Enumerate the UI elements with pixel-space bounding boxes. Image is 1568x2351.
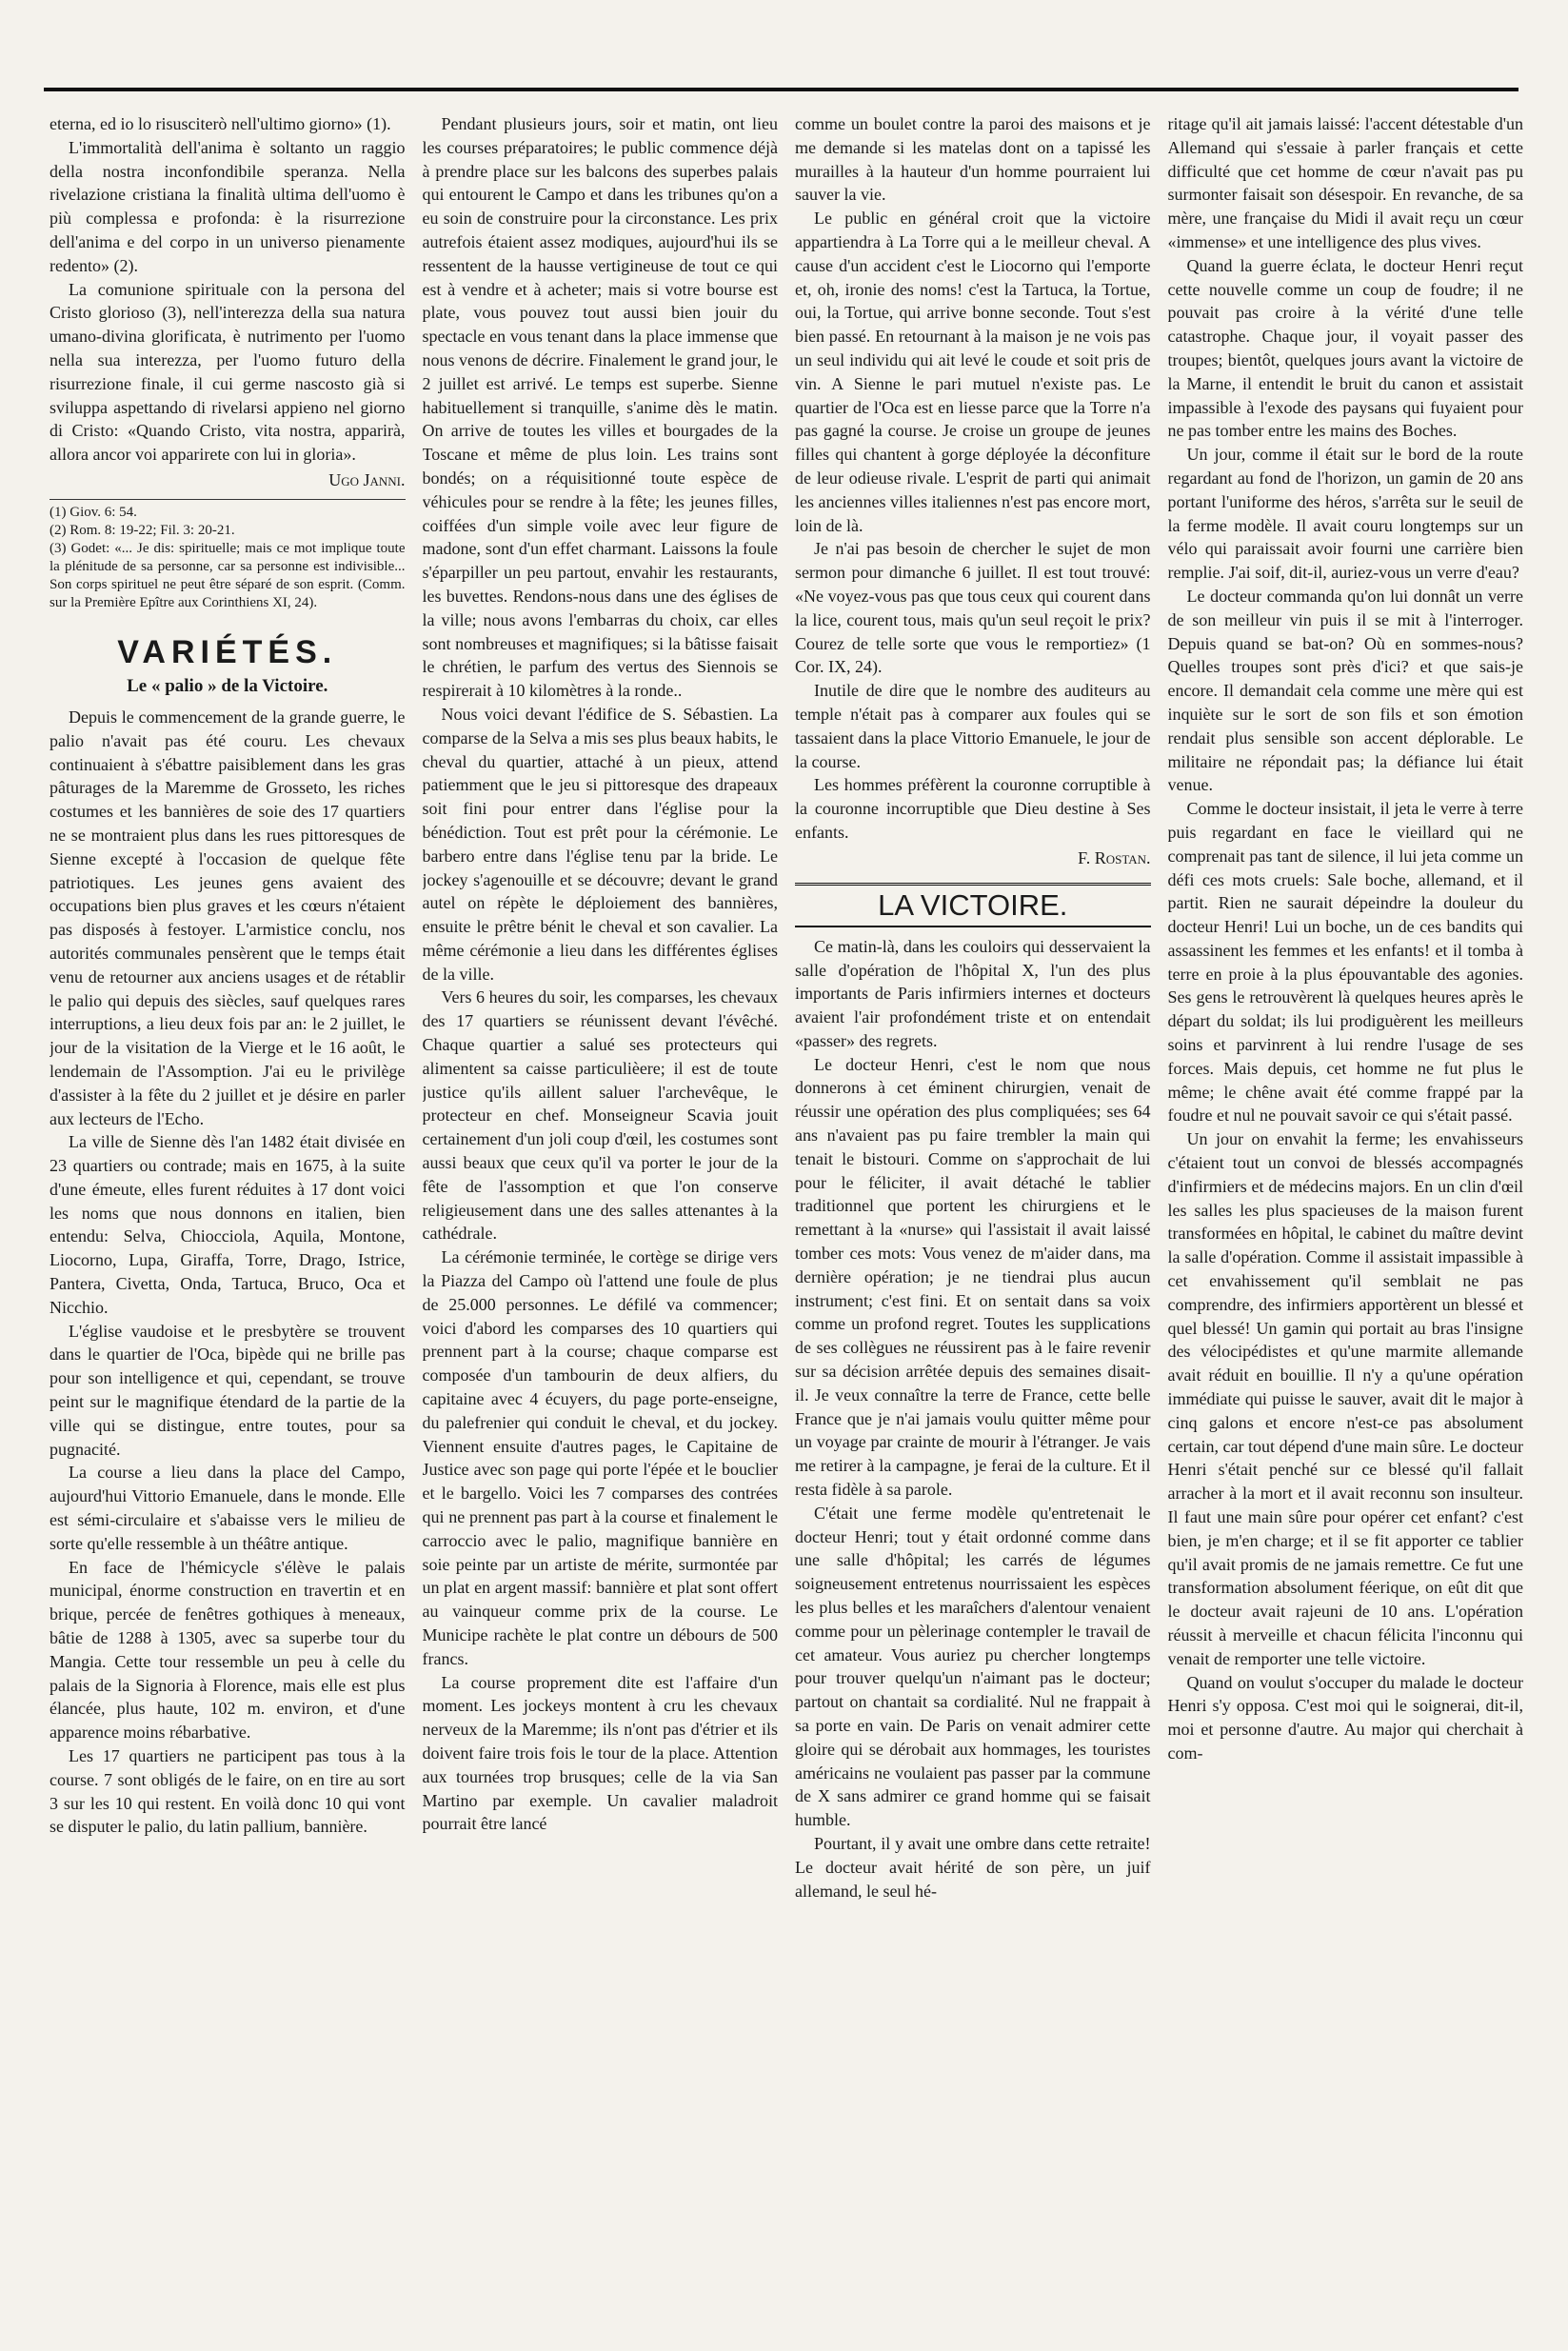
paragraph: Ce matin-là, dans les couloirs qui desservaient la salle d'opération de l'hôpital X, l'un des plus importants de Paris infirmiers internes et docteurs avaient l'air profondément triste et on entendait «passer» des regrets.	[795, 936, 1151, 1050]
paragraph: En face de l'hémicycle s'élève le palais municipal, énorme construction en travertin et en brique, percée de fenêtres gothiques à meneaux, bâtie de 1288 à 1305, avec sa superbe tour du Mangia. Cette tour ressemble un peu à celle du palais de la Signoria à Florence, mais elle est plus élancée, plus haute, 102 m. environ, et d'une apparence moins rébarbative.	[50, 1557, 406, 1743]
paragraph: Le docteur Henri, c'est le nom que nous donnerons à cet éminent chirurgien, venait de réussir une opération des plus compliquées; ses 64 ans n'avaient pas pu faire trembler la main qui tenait le bistouri. Comme on s'approchait de lui pour le féliciter, il avait détaché le tablier traditionnel que portent les chirurgiens et le remettant à la «nurse» qui l'assistait il avait laissé tomber ces mots: Vous venez de m'aider dans, ma dernière opération; je ne tiendrai plus aucun instrument; c'est fini. Et on sentait dans sa voix comme un profond regret. Toutes les supplications de ses collègues ne réussirent pas à le faire revenir sur sa décision arrêtée depuis des semaines disait-il. Je veux connaître la terre de France, cette belle France que je n'ai jamais voulu quitter même pour un voyage par crainte de mourir à l'étranger. Je vais me retirer à la campagne, je ferai de la culture. Et il resta fidèle à sa parole.	[795, 1054, 1151, 1500]
paragraph: Nous voici devant l'édifice de S. Sébastien. La comparse de la Selva a mis ses plus beaux habits, le cheval du quartier, attaché à un pieux, attend patiemment que le jeu si pittoresque des drapeaux soit fini pour entrer dans l'église pour la bénédiction. Tout est prêt pour la cérémonie. Le barbero entre dans l'église tenu par la bride. Le jockey s'agenouille et se découvre; devant le grand autel on répète le déploiement des bannières, ensuite le prêtre bénit le cheval et son cavalier. La même cérémonie a lieu dans les différentes églises de la ville.	[422, 704, 778, 984]
paragraph: eterna, ed io lo risusciterò nell'ultimo giorno» (1).	[50, 114, 391, 133]
paragraph: comme un boulet contre la paroi des maisons et je me demande si les matelas dont on a tapissé les murailles à la hauteur d'un homme pourraient lui sauver la vie.	[795, 114, 1151, 205]
article-title: Le « palio » de la Victoire.	[127, 675, 328, 696]
article-title: LA VICTOIRE.	[795, 883, 1151, 927]
paragraph: Le public en général croit que la victoire appartiendra à La Torre qui a le meilleur cheval. A cause d'un accident c'est le Liocorno qui l'emporte et, oh, ironie des noms! c'est la Tartuca, la Tortue, oui, la Tortue, qui arrive bonne seconde. Tout s'est bien passé. En retournant à la maison je ne vois pas un seul individu qui ait levé le coude et soit pris de vin. A Sienne le pari mutuel n'existe pas. Le quartier de l'Oca est en liesse parce que la Torre n'a pas gagné la course. Je croise un groupe de jeunes filles qui chantent à gorge déployée la déconfiture de leur odieuse rivale. L'esprit de parti qui animait les anciennes villes italiennes n'est pas encore mort, loin de là.	[795, 209, 1151, 535]
column-4	[1168, 112, 1524, 2321]
column-2	[423, 112, 779, 2321]
paragraph: La comunione spirituale con la persona del Cristo glorioso (3), nell'interezza della sua natura umano-divina glorificata, è nutrimento per l'uomo nella sua interezza, per l'uomo futuro della risurrezione finale, il cui germe nascosto già si sviluppa aspettando di rivelarsi appieno nel giorno di Cristo: «Quando Cristo, vita nostra, apparirà, allora ancor voi apparirete con lui in gloria».	[50, 279, 406, 465]
paragraph: La course a lieu dans la place del Campo, aujourd'hui Vittorio Emanuele, dans le monde. Elle est sémi-circulaire et s'abaisse vers le milieu de sorte qu'elle ressemble à un théâtre antique.	[50, 1463, 406, 1553]
column-1	[50, 112, 406, 2321]
paragraph: C'était une ferme modèle qu'entretenait le docteur Henri; tout y était ordonné comme dans une salle d'hôpital; les carrés de légumes soigneusement entretenus nourrissaient les espèces les plus belles et les maraîchers d'alentour venaient comme pour un pèlerinage contempler le travail de cet amateur. Vous auriez pu chercher longtemps pour trouver quelqu'un n'aimant pas le docteur; partout on chantait sa cordialité. Nul ne frappait à sa porte en vain. De Paris on venait admirer cette gloire qui se dérobait aux hommages, les touristes américains ne voulaient pas passer par la commune de X sans admirer ce grand homme qui se faisait humble.	[795, 1503, 1151, 1830]
paragraph: Je n'ai pas besoin de chercher le sujet de mon sermon pour dimanche 6 juillet. Il est tout trouvé: «Ne voyez-vous pas que tous ceux qui courent dans la lice, courent tous, mais qu'un seul reçoit le prix? Courez de telle sorte que vous le remportiez» (1 Cor. IX, 24).	[795, 539, 1151, 677]
paragraph: Inutile de dire que le nombre des auditeurs au temple n'était pas à comparer aux foules qui se tassaient dans la place Vittorio Emanuele, le jour de la course.	[795, 681, 1151, 771]
paragraph: Les 17 quartiers ne participent pas tous à la course. 7 sont obligés de le faire, on en tire au sort 3 sur les 10 qui restent. En voilà donc 10 qui vont se disputer le palio, du latin pallium, bannière.	[50, 1746, 406, 1837]
paragraph: ritage qu'il ait jamais laissé: l'accent détestable d'un Allemand qui s'essaie à parler français et cette difficulté que cet homme de cœur n'avait pas pu surmonter faisait son désespoir. En revanche, de sa mère, une française du Midi il avait reçu un cœur «immense» et une intelligence des plus vives.	[1167, 114, 1523, 251]
footnotes	[50, 499, 406, 612]
author-signature: Ugo Janni.	[328, 469, 406, 489]
paragraph: La course proprement dite est l'affaire d'un moment. Les jockeys montent à cru les chevaux nerveux de la Maremme; ils n'ont pas d'étrier et ils doivent faire trois fois le tour de la place. Attention aux tournées trop brusques; celle de la via San Martino par exemple. Un cavalier maladroit pourrait être lancé	[422, 1672, 778, 1834]
paragraph: Quand on voulut s'occuper du malade le docteur Henri s'y opposa. C'est moi qui le soignerai, dit-il, moi et personne d'autre. Au major qui cherchait à com-	[1167, 1672, 1523, 1763]
header-rule	[44, 88, 1518, 91]
footnote: (1) Giov. 6: 54.	[50, 504, 137, 520]
newspaper-columns	[50, 112, 1523, 2321]
paragraph: Vers 6 heures du soir, les comparses, les chevaux des 17 quartiers se réunissent devant l'évêché. Chaque quartier a salué ses protecteurs qui alimentent sa caisse particulièere; il est de toute justice qu'ils aillent saluer l'archevêque, le protecteur en chef. Monseigneur Scavia jouit certainement d'un joli coup d'œil, les costumes sont aussi beaux que ceux qu'il va porter le jour de la fête de l'assomption et que l'on conserve religieusement dans une des salles attenantes à la cathédrale.	[422, 987, 778, 1244]
paragraph: L'immortalità dell'anima è soltanto un raggio della nostra inconfondibile speranza. Nella rivelazione cristiana la finalità ultima dell'uomo è più complessa e profonda: è la risurrezione dell'anima e del corpo in un universo pienamente redento» (2).	[50, 137, 406, 275]
column-3	[795, 112, 1151, 2321]
paragraph: Pendant plusieurs jours, soir et matin, ont lieu les courses préparatoires; le public commence déjà à prendre place sur les balcons des superbes palais qui entourent le Campo et dans les tribunes qu'on a eu soin de construire pour la circonstance. Les prix autrefois étaient assez modiques, aujourd'hui ils se ressentent de la hausse vertigineuse de tout ce qui est à vendre et à acheter; mais si votre bourse est plate, vous pouvez tout aussi bien jouir du spectacle en vous tenant dans la place immense que nous venons de décrire. Finalement le grand jour, le 2 juillet est arrivé. Le temps est superbe. Sienne habituellement si tranquille, s'anime dès le matin. On arrive de toutes les villes et bourgades de la Toscane et même de plus loin. Les trains sont bondés; on a réquisitionné toute espèce de véhicules pour se rendre à la fête; les jeunes filles, coiffées d'un simple voile avec leur figure de madone, sont d'un effet charmant. Laissons la foule s'éparpiller un peu partout, envahir les restaurants, les buvettes. Rendons-nous dans une des églises de la ville; nous avons l'embarras du choix, car elles sont nombreuses et magnifiques; si la bâtisse faisait le chrétien, le parfum des vertus des Siennois se respirerait à 10 kilomètres à la ronde..	[422, 114, 778, 701]
paragraph: Quand la guerre éclata, le docteur Henri reçut cette nouvelle comme un coup de foudre; il ne pouvait pas croire à la vérité d'une telle catastrophe. Chaque jour, il voyait passer des troupes; bientôt, quelques jours avant la victoire de la Marne, il entendit le bruit du canon et assistait impassible à l'exode des paysans qui fuyaient pour ne pas tomber entre les mains des Boches.	[1167, 255, 1523, 441]
paragraph: Depuis le commencement de la grande guerre, le palio n'avait pas été couru. Les chevaux continuaient à s'ébattre paisiblement dans les gras pâturages de la Maremme de Grosseto, les riches costumes et les bannières de soie des 17 quartiers ne se montraient plus dans les rues pittoresques de Sienne excepté à l'occasion de quelque fête patriotiques. Les jeunes gens avaient des occupations bien plus graves et les cœurs n'étaient pas disposés à festoyer. L'armistice conclu, nos autorités communales pensèrent que le temps était venu de retourner aux anciens usages et de rétablir le palio qui depuis des siècles, sauf quelques rares interruptions, a lieu deux fois par an: le 2 juillet, le jour de la visitation de la Vierge et le 16 août, le lendemain de l'Assomption. J'ai eu le privilège d'assister à la fête du 2 juillet et je désire en parler aux lecteurs de l'Echo.	[50, 707, 406, 1128]
paragraph: Le docteur commanda qu'on lui donnât un verre de son meilleur vin puis il se mit à l'interroger. Depuis quand se bat-on? Où en sommes-nous? Quelles troupes sont près d'ici? et que sais-je encore. Il demandait cela comme une mère qui est inquiète sur le sort de son fils et son émotion rendait plus sensible son accent déplorable. Le militaire ne répondait pas; la défiance lui était venue.	[1167, 586, 1523, 795]
footnote: (3) Godet: «... Je dis: spirituelle; mais ce mot implique toute la plénitude de sa personne, car sa personne est indivisible... Son corps spirituel ne peut être séparé de son esprit. (Comm. sur la Première Epître aux Corinthiens XI, 24).	[50, 540, 406, 610]
paragraph: La ville de Sienne dès l'an 1482 était divisée en 23 quartiers ou contrade; mais en 1675, à la suite d'une émeute, elles furent réduites à 17 dont voici les noms que nous donnons en italien, bien entendu: Selva, Chiocciola, Aquila, Montone, Liocorno, Lupa, Giraffa, Torre, Drago, Istrice, Pantera, Civetta, Onda, Tartuca, Bruco, Oca et Nicchio.	[50, 1132, 406, 1317]
section-heading: VARIÉTÉS.	[117, 633, 338, 670]
paragraph: Les hommes préfèrent la couronne corruptible à la couronne incorruptible que Dieu destine à Ses enfants.	[795, 775, 1151, 842]
author-signature: F. Rostan.	[1078, 847, 1151, 867]
paragraph: Un jour, comme il était sur le bord de la route regardant au fond de l'horizon, un gamin de 20 ans portant l'uniforme des héros, s'arrêta sur le seuil de la ferme modèle. Il avait couru longtemps sur un vélo qui paraissait avoir fourni une carrière bien remplie. J'ai soif, dit-il, auriez-vous un verre d'eau?	[1167, 445, 1523, 583]
footnote: (2) Rom. 8: 19-22; Fil. 3: 20-21.	[50, 522, 235, 538]
paragraph: La cérémonie terminée, le cortège se dirige vers la Piazza del Campo où l'attend une foule de plus de 25.000 personnes. Le défilé va commencer; voici d'abord les comparses des 10 quartiers qui prennent part à la course; chaque comparse est composée d'un tambourin de deux alfiers, du capitaine avec 4 écuyers, du page porte-enseigne, du palefrenier qui conduit le cheval, et du jockey. Viennent ensuite d'autres pages, le Capitaine de Justice avec son page qui porte l'épée et le bouclier et le bargello. Voici les 7 comparses des contrées qui ne prennent pas part à la course et finalement le carroccio avec le palio, magnifique bannière en soie peinte par un artiste de mérite, surmontée par un plat en argent massif: bannière et plat sont offert au vainqueur comme prix de la course. Le Municipe rachète le plat contre un débours de 500 francs.	[422, 1247, 778, 1668]
paragraph: Un jour on envahit la ferme; les envahisseurs c'étaient tout un convoi de blessés accompagnés d'infirmiers et de médecins majors. En un clin d'œil les salles les plus spacieuses de la maison furent transformées en hôpital, le cabinet du maître devint la salle d'opération. Comme il assistait impassible à cet envahissement qu'il semblait ne pas comprendre, des infirmiers apportèrent un blessé et quel blessé! Un gamin qui portait au bras l'insigne des vélocipédistes et qu'une marmite allemande avait réduit en bouillie. Il n'y a qu'une opération immédiate qui puisse le sauver, avait dit le major à cinq galons et encore n'est-ce pas absolument certain, car tout dépend d'une main sûre. Le docteur Henri s'était penché sur ce blessé qu'il fallait arracher à la mort et il avait reconnu son insulteur. Il faut une main sûre pour opérer cet enfant? c'est bien, je m'en charge; et il se fit apporter ce tablier qu'il avait promis de ne jamais remettre. Ce fut une transformation absolument féerique, on eût dit que le docteur avait rajeuni de 10 ans. L'opération réussit à merveille et chacun félicita l'inconnu qui venait de remporter une telle victoire.	[1167, 1129, 1523, 1668]
paragraph: Comme le docteur insistait, il jeta le verre à terre puis regardant en face le vieillard qui ne comprenait pas tant de silence, il lui jeta comme un défi ces mots cruels: Sale boche, allemand, et il partit. Rien ne saurait dépeindre la douleur du docteur Henri! Lui un boche, un de ces bandits qui assassinent les femmes et les enfants! et il tomba à terre en proie à la plus épouvantable des agonies. Ses gens le retrouvèrent là quelques heures après le départ du soldat; ils lui prodiguèrent les meilleurs soins et parvinrent à lui rendre l'usage de ses forces. Mais depuis, cet homme ne fut plus le même; le chêne avait été comme frappé par la foudre et nul ne pouvait savoir ce qui s'était passé.	[1167, 799, 1523, 1126]
paragraph: L'église vaudoise et le presbytère se trouvent dans le quartier de l'Oca, bipède qui ne brille pas pour son intelligence et qui, cependant, se trouve peint sur le magnifique étendard de la partie de la ville qui se distingue, entre toutes, pour sa pugnacité.	[50, 1321, 406, 1459]
paragraph: Pourtant, il y avait une ombre dans cette retraite! Le docteur avait hérité de son père, un juif allemand, le seul hé-	[795, 1833, 1151, 1901]
